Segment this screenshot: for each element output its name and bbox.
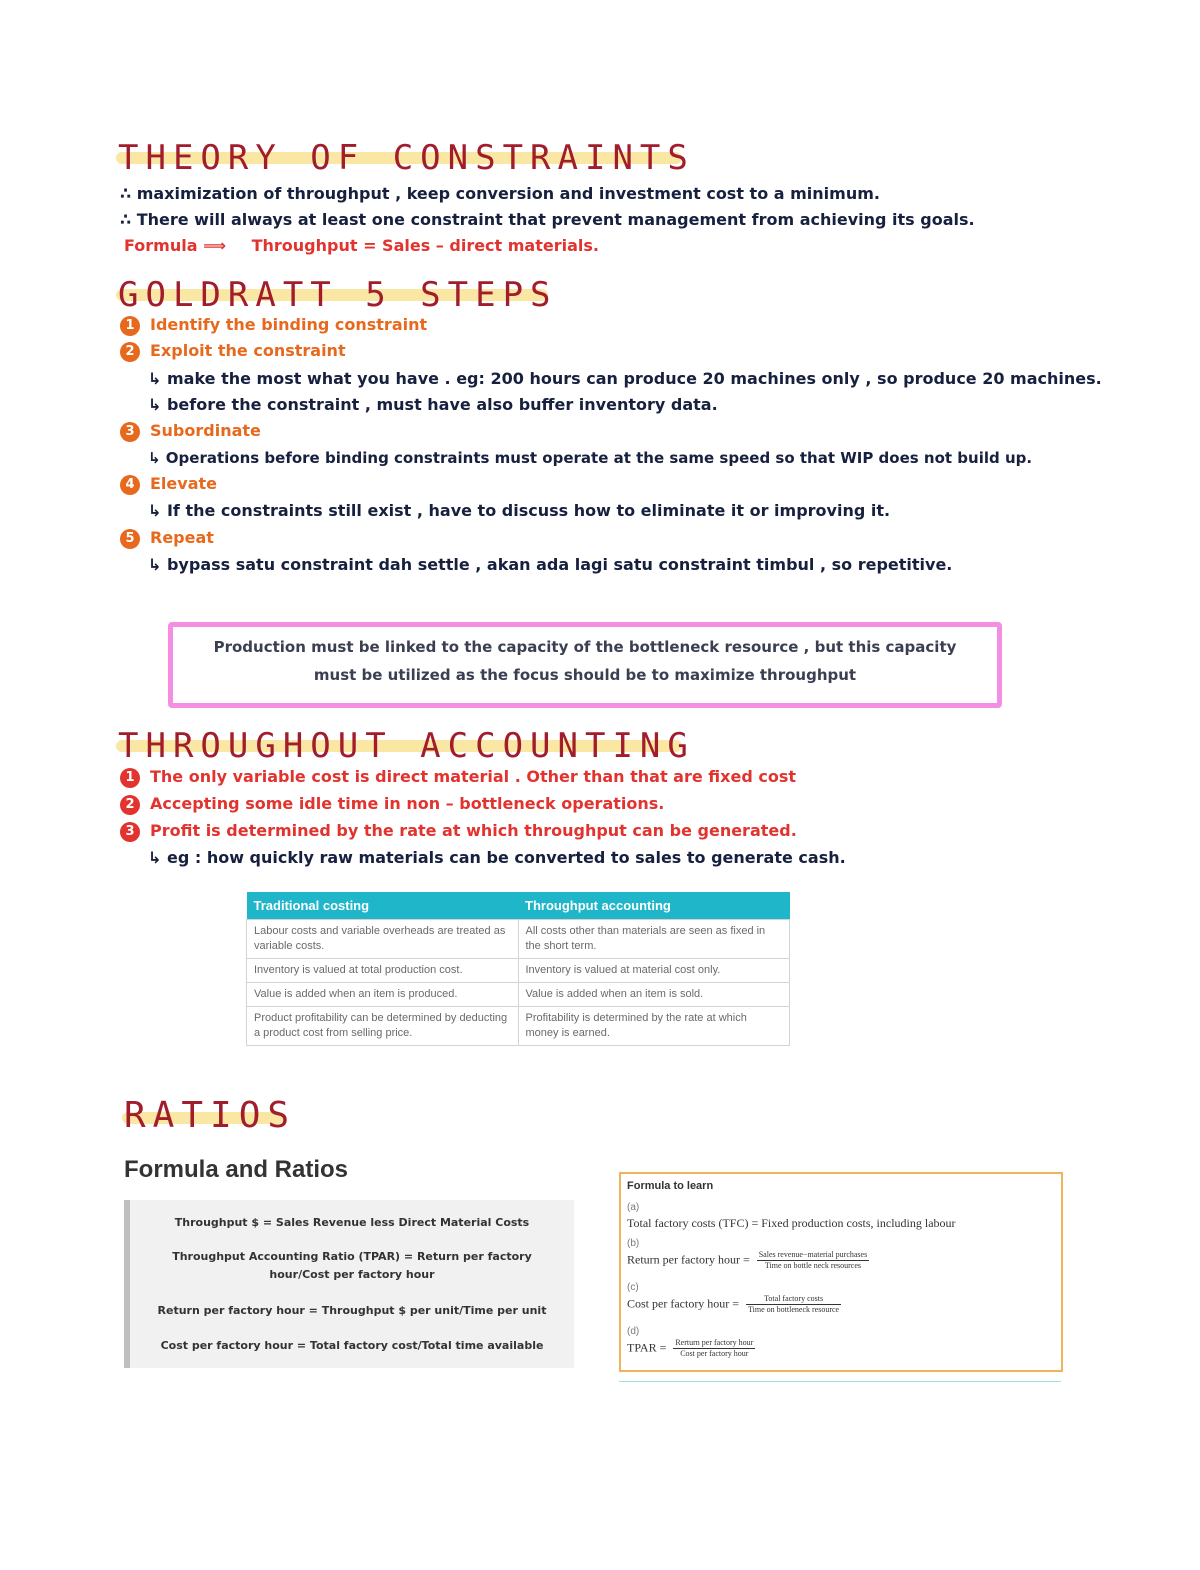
table-cell: Value is added when an item is sold. bbox=[518, 983, 790, 1007]
formula-d-left: TPAR = bbox=[627, 1340, 667, 1355]
formula-b-left: Return per factory hour = bbox=[627, 1252, 750, 1267]
table-cell: Inventory is valued at material cost only. bbox=[518, 959, 790, 983]
table-cell: Labour costs and variable overheads are treated as variable costs. bbox=[247, 920, 519, 959]
table-row bbox=[247, 959, 790, 983]
ta-item-2 bbox=[120, 792, 664, 816]
step-number: 4 bbox=[120, 475, 140, 495]
step-label: Subordinate bbox=[150, 421, 261, 440]
step-number: 2 bbox=[120, 342, 140, 362]
formula-text: Throughput = Sales – direct materials. bbox=[251, 236, 599, 255]
formula-row bbox=[124, 234, 599, 258]
subordinate-note: ↳ Operations before binding constraints must operate at the same speed so that WIP does not build up. bbox=[148, 449, 1033, 467]
formula-c bbox=[627, 1294, 841, 1315]
formula-label: Formula ⟹ bbox=[124, 236, 227, 255]
column-header: Throughput accounting bbox=[518, 892, 790, 920]
step-label: Exploit the constraint bbox=[150, 341, 346, 360]
step-5 bbox=[120, 526, 214, 550]
step-1 bbox=[120, 313, 427, 337]
callout-line-2: must be utilized as the focus should be to maximize throughput bbox=[313, 666, 857, 684]
table-row bbox=[247, 1007, 790, 1046]
ta-item-1 bbox=[120, 765, 796, 789]
formula-label-c: (c) bbox=[627, 1282, 639, 1293]
ratios-title: RATIOS bbox=[124, 1095, 297, 1136]
formula-label-a: (a) bbox=[627, 1202, 640, 1213]
formula-b bbox=[627, 1250, 869, 1271]
step-label: Repeat bbox=[150, 528, 214, 547]
fraction-denominator: Time on bottle neck resources bbox=[764, 1261, 862, 1270]
repeat-note: ↳ bypass satu constraint dah settle , akan ada lagi satu constraint timbul , so repetitive. bbox=[148, 555, 953, 574]
item-number: 1 bbox=[120, 768, 140, 788]
step-number: 1 bbox=[120, 316, 140, 336]
costing-comparison-table bbox=[246, 892, 790, 1046]
fraction-numerator: Sales revenue−material purchases bbox=[758, 1250, 868, 1259]
table-row bbox=[247, 920, 790, 959]
ta-item-3 bbox=[120, 819, 797, 843]
column-header: Traditional costing bbox=[247, 892, 519, 920]
step-label: Identify the binding constraint bbox=[150, 315, 428, 334]
item-text: The only variable cost is direct material . Other than that are fixed cost bbox=[150, 767, 796, 786]
formula-to-learn-box bbox=[619, 1172, 1063, 1372]
fraction bbox=[673, 1338, 755, 1359]
step-label: Elevate bbox=[150, 474, 217, 493]
item-number: 3 bbox=[120, 822, 140, 842]
table-cell: Value is added when an item is produced. bbox=[247, 983, 519, 1007]
ratio-line: Throughput Accounting Ratio (TPAR) = Return per factory hour/Cost per factory hour bbox=[172, 1250, 532, 1281]
item-text: Accepting some idle time in non – bottleneck operations. bbox=[150, 794, 665, 813]
step-number: 3 bbox=[120, 422, 140, 442]
formula-a: Total factory costs (TFC) = Fixed production costs, including labour bbox=[627, 1216, 956, 1230]
item-text: Profit is determined by the rate at which throughput can be generated. bbox=[150, 821, 797, 840]
elevate-note: ↳ If the constraints still exist , have to discuss how to eliminate it or improving it. bbox=[148, 501, 891, 520]
item-number: 2 bbox=[120, 795, 140, 815]
callout-line-1: Production must be linked to the capacity of the bottleneck resource , but this capacity bbox=[213, 638, 957, 656]
formula-d bbox=[627, 1338, 755, 1359]
ratios-subtitle: Formula and Ratios bbox=[124, 1156, 349, 1183]
ratios-box bbox=[124, 1200, 574, 1368]
throughput-accounting-title: THROUGHOUT ACCOUNTING bbox=[118, 726, 695, 766]
exploit-note-2: ↳ before the constraint , must have also buffer inventory data. bbox=[148, 395, 718, 414]
ta-example: ↳ eg : how quickly raw materials can be converted to sales to generate cash. bbox=[148, 848, 846, 867]
ratio-line: Throughput $ = Sales Revenue less Direct Material Costs bbox=[174, 1216, 530, 1229]
bottleneck-callout bbox=[168, 622, 1002, 708]
table-cell: Product profitability can be determined by deducting a product cost from selling price. bbox=[247, 1007, 519, 1046]
formula-box-title: Formula to learn bbox=[627, 1180, 714, 1192]
formula-label-d: (d) bbox=[627, 1326, 640, 1337]
table-row bbox=[247, 983, 790, 1007]
formula-c-left: Cost per factory hour = bbox=[627, 1296, 740, 1311]
fraction-numerator: Rerturn per factory hour bbox=[675, 1338, 754, 1347]
fraction-numerator: Total factory costs bbox=[746, 1294, 841, 1305]
ratio-line: Cost per factory hour = Total factory cost/Total time available bbox=[160, 1339, 544, 1352]
formula-label-b: (b) bbox=[627, 1238, 640, 1249]
fraction bbox=[757, 1250, 869, 1271]
theory-title: THEORY OF CONSTRAINTS bbox=[118, 138, 695, 178]
step-number: 5 bbox=[120, 529, 140, 549]
step-4 bbox=[120, 472, 217, 496]
goldratt-title: GOLDRATT 5 STEPS bbox=[118, 275, 558, 315]
step-3 bbox=[120, 419, 261, 443]
theory-line-1: ∴ maximization of throughput , keep conversion and investment cost to a minimum. bbox=[120, 184, 880, 203]
table-cell: Profitability is determined by the rate at which money is earned. bbox=[518, 1007, 790, 1046]
exploit-note-1: ↳ make the most what you have . eg: 200 hours can produce 20 machines only , so produce 20 machines. bbox=[148, 369, 1102, 388]
divider bbox=[619, 1381, 1061, 1382]
fraction bbox=[746, 1294, 841, 1315]
fraction-denominator: Time on bottleneck resource bbox=[748, 1305, 840, 1314]
step-2 bbox=[120, 339, 346, 363]
table-cell: All costs other than materials are seen as fixed in the short term. bbox=[518, 920, 790, 959]
ratio-line: Return per factory hour = Throughput $ per unit/Time per unit bbox=[157, 1304, 547, 1317]
table-cell: Inventory is valued at total production cost. bbox=[247, 959, 519, 983]
theory-line-2: ∴ There will always at least one constraint that prevent management from achieving its goals. bbox=[120, 210, 975, 229]
fraction-denominator: Cost per factory hour bbox=[680, 1349, 749, 1358]
table-header-row bbox=[247, 892, 790, 920]
